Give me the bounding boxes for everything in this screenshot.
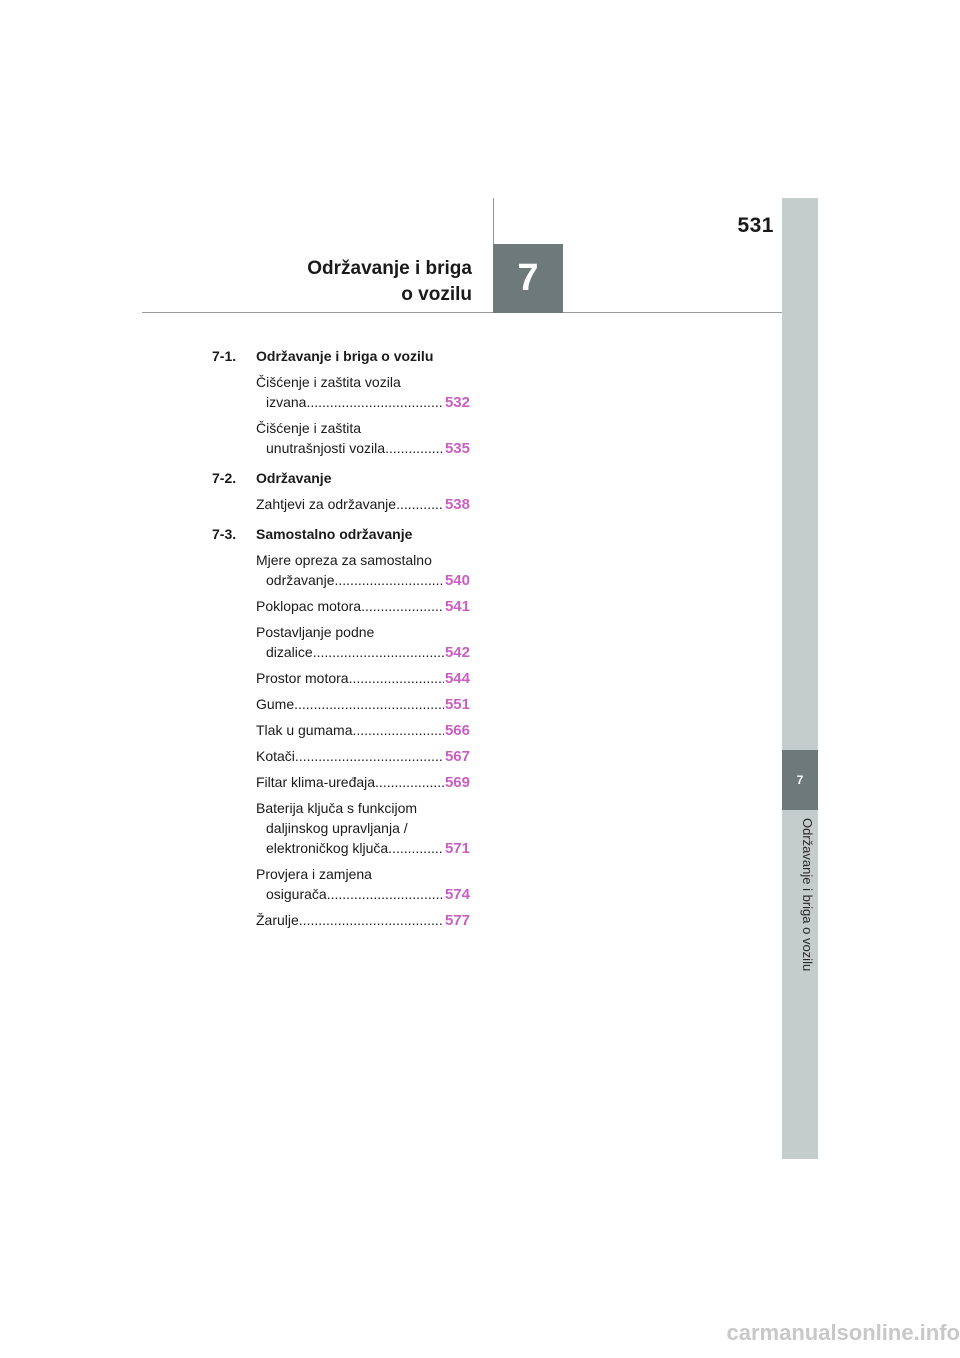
header-divider-vertical	[493, 198, 494, 244]
toc-section-number: 7-2.	[212, 470, 237, 486]
dot-leader	[313, 642, 444, 662]
toc-page-link[interactable]: 567	[444, 748, 470, 765]
toc-entry[interactable]	[212, 668, 470, 689]
watermark: carmanualsonline.info	[726, 1320, 960, 1345]
toc-section-heading	[212, 346, 470, 366]
dot-leader	[327, 884, 444, 904]
toc-entry-text: Baterija ključa s funkcijom	[256, 800, 418, 816]
toc-entry-text: Filtar klima-uređaja	[256, 774, 376, 790]
side-tab-label: Održavanje i briga o vozilu	[800, 818, 815, 972]
toc-page-link[interactable]: 532	[444, 394, 470, 411]
side-strip	[782, 198, 818, 1159]
page-number: 531	[737, 214, 774, 237]
chapter-number-box: 7	[493, 244, 563, 313]
toc-entry[interactable]	[212, 622, 470, 663]
toc-entry-text: Čišćenje i zaštita vozila	[256, 374, 401, 390]
toc-page-link[interactable]: 569	[444, 774, 470, 791]
toc-page-link[interactable]: 542	[444, 644, 470, 661]
toc-entry[interactable]	[212, 720, 470, 741]
toc-entry-text: daljinskog upravljanja /	[266, 820, 408, 836]
dot-leader	[352, 720, 443, 740]
toc-page-link[interactable]: 551	[444, 696, 470, 713]
toc-entry-text: osigurača	[266, 886, 327, 902]
dot-leader	[295, 746, 444, 766]
toc-section-title: Održavanje	[256, 470, 332, 486]
toc-entry[interactable]	[212, 910, 470, 931]
toc-page-link[interactable]: 577	[444, 912, 470, 929]
toc-entry[interactable]	[212, 772, 470, 793]
toc-entry-text: Postavljanje podne	[256, 624, 375, 640]
toc-page-link[interactable]: 566	[444, 722, 470, 739]
toc-entry-text: izvana	[266, 394, 307, 410]
toc-section-title: Održavanje i briga o vozilu	[256, 348, 434, 364]
toc-section-heading	[212, 524, 470, 544]
dot-leader	[385, 438, 444, 458]
toc-page-link[interactable]: 540	[444, 572, 470, 589]
dot-leader	[335, 570, 444, 590]
toc-entry[interactable]	[212, 494, 470, 515]
dot-leader	[349, 668, 444, 688]
toc-entry-text: Tlak u gumama	[256, 722, 353, 738]
chapter-title-line1: Održavanje i briga	[307, 258, 472, 279]
toc-entry-text: Prostor motora	[256, 670, 349, 686]
toc-entry[interactable]	[212, 746, 470, 767]
toc-entry-text: Zahtjevi za održavanje	[256, 496, 397, 512]
toc-entry-text: Mjere opreza za samostalno	[256, 552, 432, 568]
dot-leader	[396, 494, 444, 514]
toc-section-title: Samostalno održavanje	[256, 526, 413, 542]
toc-page-link[interactable]: 571	[444, 840, 470, 857]
dot-leader	[299, 910, 444, 930]
toc-entry-text: dizalice	[266, 644, 313, 660]
toc-entry[interactable]	[212, 864, 470, 905]
toc-entry-text: održavanje	[266, 572, 335, 588]
toc-page-link[interactable]: 541	[444, 598, 470, 615]
header-divider-horizontal	[142, 312, 782, 313]
toc-entry-text: Čišćenje i zaštita	[256, 420, 362, 436]
toc-page-link[interactable]: 574	[444, 886, 470, 903]
toc-entry-text: Gume	[256, 696, 295, 712]
toc-entry[interactable]	[212, 418, 470, 459]
dot-leader	[388, 838, 444, 858]
toc-entry-text: Poklopac motora	[256, 598, 362, 614]
side-tab-chapter[interactable]: 7	[782, 750, 818, 810]
toc-entry[interactable]	[212, 596, 470, 617]
toc-entry-text: Žarulje	[256, 912, 299, 928]
dot-leader	[361, 596, 444, 616]
toc-entry-text: unutrašnjosti vozila	[266, 440, 386, 456]
toc-page-link[interactable]: 535	[444, 440, 470, 457]
toc-entry[interactable]	[212, 550, 470, 591]
toc-section-heading	[212, 468, 470, 488]
toc-page-link[interactable]: 544	[444, 670, 470, 687]
toc-section-number: 7-1.	[212, 348, 237, 364]
table-of-contents	[212, 344, 470, 936]
toc-entry[interactable]	[212, 798, 470, 859]
toc-entry[interactable]	[212, 372, 470, 413]
toc-page-link[interactable]: 538	[444, 496, 470, 513]
toc-section-number: 7-3.	[212, 526, 237, 542]
chapter-title-line2: o vozilu	[401, 284, 472, 305]
toc-entry-text: Provjera i zamjena	[256, 866, 372, 882]
toc-entry[interactable]	[212, 694, 470, 715]
dot-leader	[294, 694, 444, 714]
chapter-title	[230, 256, 472, 308]
dot-leader	[375, 772, 444, 792]
toc-entry-text: Kotači	[256, 748, 295, 764]
dot-leader	[306, 392, 444, 412]
toc-entry-text: elektroničkog ključa	[266, 840, 389, 856]
